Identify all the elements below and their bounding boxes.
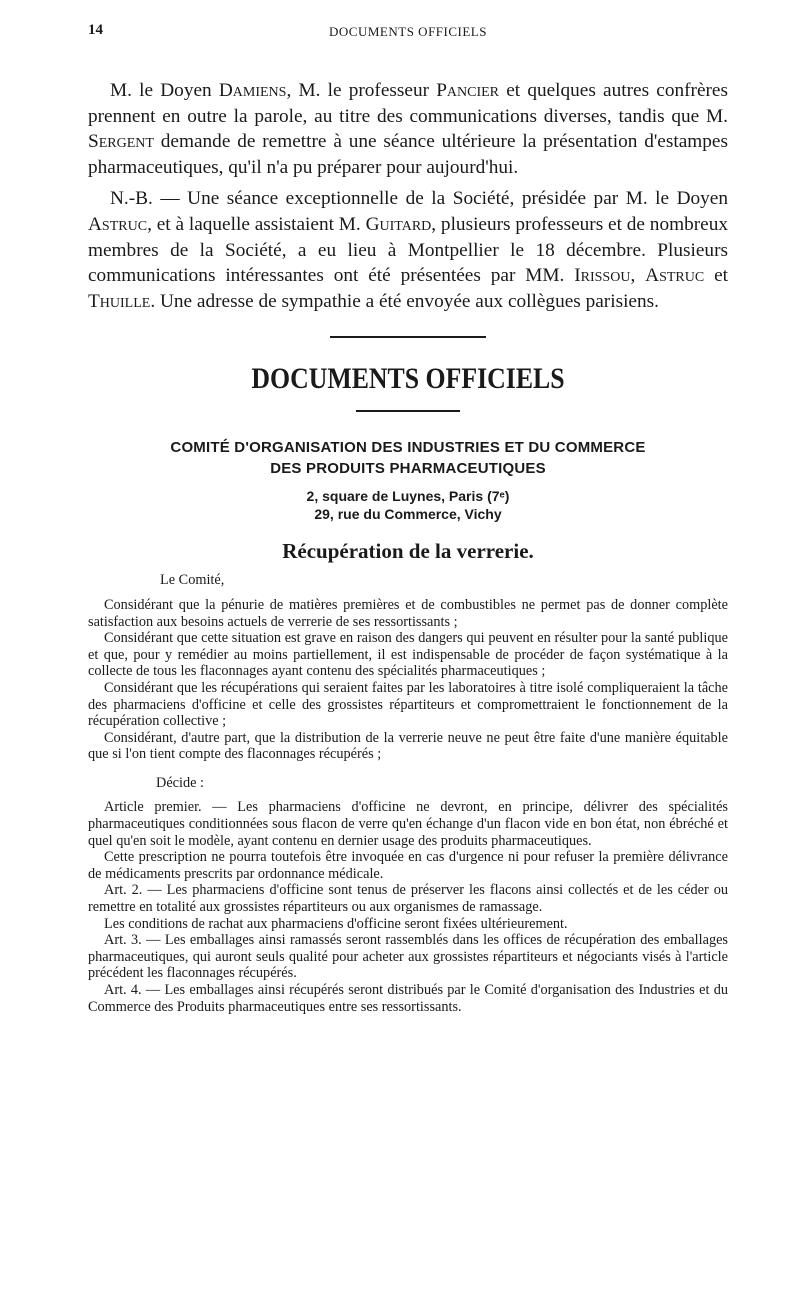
page-header xyxy=(88,22,728,52)
page-number: 14 xyxy=(88,22,103,38)
article-paragraph: Art. 3. — Les emballages ainsi ramassés seront rassemblés dans les offices de récupération des emballages pharmaceutiques, qui auront seuls qualité pour acheter aux grossistes répartiteurs et négociants visés à l'article précédent les flaconnages récupérés. xyxy=(88,932,728,982)
text-run: , et à laquelle assistaient M. xyxy=(147,213,366,235)
section-title: DOCUMENTS OFFICIELS xyxy=(251,362,565,396)
text-run: demande de remettre à une séance ultérieure la présentation d'estampes pharmaceutiques, qu'il n'a pu préparer pour aujourd'hui. xyxy=(88,131,728,178)
article-paragraph: Cette prescription ne pourra toutefois être invoquée en cas d'urgence ni pour refuser la première délivrance de médicaments prescrits par ordonnance médicale. xyxy=(88,849,728,882)
decision-body xyxy=(88,572,728,1015)
address-line-1: 2, square de Luynes, Paris (7ᵉ) xyxy=(306,488,510,505)
person-name: Astruc xyxy=(645,265,705,287)
person-name: Damiens xyxy=(218,80,287,101)
text-run: , plusieurs professeurs et de nombreux membres de la Société, a eu lieu à Montpellier le 18 décembre. Plusieurs communications intéressantes ont été présentées par MM. xyxy=(88,213,728,287)
committee-address xyxy=(88,487,728,523)
intro-paragraph-2 xyxy=(88,186,728,314)
person-name: Guitard xyxy=(365,213,432,235)
person-name: Irissou xyxy=(574,265,631,287)
document-subtitle: Récupération de la verrerie. xyxy=(282,539,534,564)
section-divider-top xyxy=(330,336,486,338)
person-name: Astruc xyxy=(88,213,148,235)
considerant-paragraph: Considérant que cette situation est grave en raison des dangers qui peuvent en résulter pour la santé publique et que, pour y remédier au moins partiellement, il est indispensable de procéder de façon systématique à la collecte de tous les flaconnages ayant contenu des spécialités pharmaceutiques ; xyxy=(88,630,728,680)
text-run: et quelques autres confrères prennent en outre la parole, au titre des communications diverses, tandis que M. xyxy=(88,80,728,127)
text-run: et xyxy=(704,265,728,287)
article-paragraph: Art. 2. — Les pharmaciens d'officine sont tenus de préserver les flacons ainsi collectés et de les céder ou remettre en totalité aux grossistes répartiteurs ou aux organismes de ramassage. xyxy=(88,882,728,916)
intro-section xyxy=(88,78,728,314)
intro-paragraph-1 xyxy=(88,78,728,180)
text-run: N.-B. — Une séance exceptionnelle de la Société, présidée par M. le Doyen xyxy=(110,188,728,210)
committee-heading xyxy=(88,437,728,479)
considerant-paragraph: Considérant que les récupérations qui seraient faites par les laboratoires à titre isolé compliqueraient la tâche des pharmaciens d'officine et celle des grossistes répartiteurs et compromettraient le fonctionnement de la récupération collective ; xyxy=(88,679,728,730)
address-line-2: 29, rue du Commerce, Vichy xyxy=(314,506,502,523)
person-name: Sergent xyxy=(88,131,154,153)
running-title: DOCUMENTS OFFICIELS xyxy=(329,24,487,39)
text-run: M. le Doyen xyxy=(110,80,219,101)
article-paragraph: Les conditions de rachat aux pharmaciens d'officine seront fixées ultérieurement. xyxy=(104,915,568,932)
decide-line: Décide : xyxy=(156,774,205,791)
article-paragraph: Article premier. — Les pharmaciens d'officine ne devront, en principe, délivrer des spécialités pharmaceutiques conditionnées sous flacon de verre qu'en échange d'un flacon vide en bon état, non ébréché et quel qu'en soit le modèle, ayant contenu en dernier usage des produits pharmaceutiques. xyxy=(88,799,728,849)
text-run: , xyxy=(630,265,646,287)
committee-line-2: DES PRODUITS PHARMACEUTIQUES xyxy=(270,460,546,478)
person-name: Pancier xyxy=(436,80,500,101)
considerant-paragraph: Considérant que la pénurie de matières premières et de combustibles ne permet pas de donner complète satisfaction aux besoins actuels de verrerie de ses ressortissants ; xyxy=(88,596,728,630)
committee-line-1: COMITÉ D'ORGANISATION DES INDUSTRIES ET DU COMMERCE xyxy=(170,439,646,457)
section-divider-bottom xyxy=(356,410,460,412)
text-run: . Une adresse de sympathie a été envoyée aux collègues parisiens. xyxy=(150,290,659,312)
opening-line: Le Comité, xyxy=(160,572,225,589)
considerant-paragraph: Considérant, d'autre part, que la distribution de la verrerie neuve ne peut être faite d'une manière équitable que si l'on tient compte des flaconnages récupérés ; xyxy=(88,729,728,763)
document-page xyxy=(88,22,728,1015)
article-paragraph: Art. 4. — Les emballages ainsi récupérés seront distribués par le Comité d'organisation des Industries et du Commerce des Produits pharmaceutiques entre ses ressortissants. xyxy=(88,982,728,1015)
text-run: , M. le professeur xyxy=(286,80,437,101)
person-name: Thuille xyxy=(88,290,151,312)
